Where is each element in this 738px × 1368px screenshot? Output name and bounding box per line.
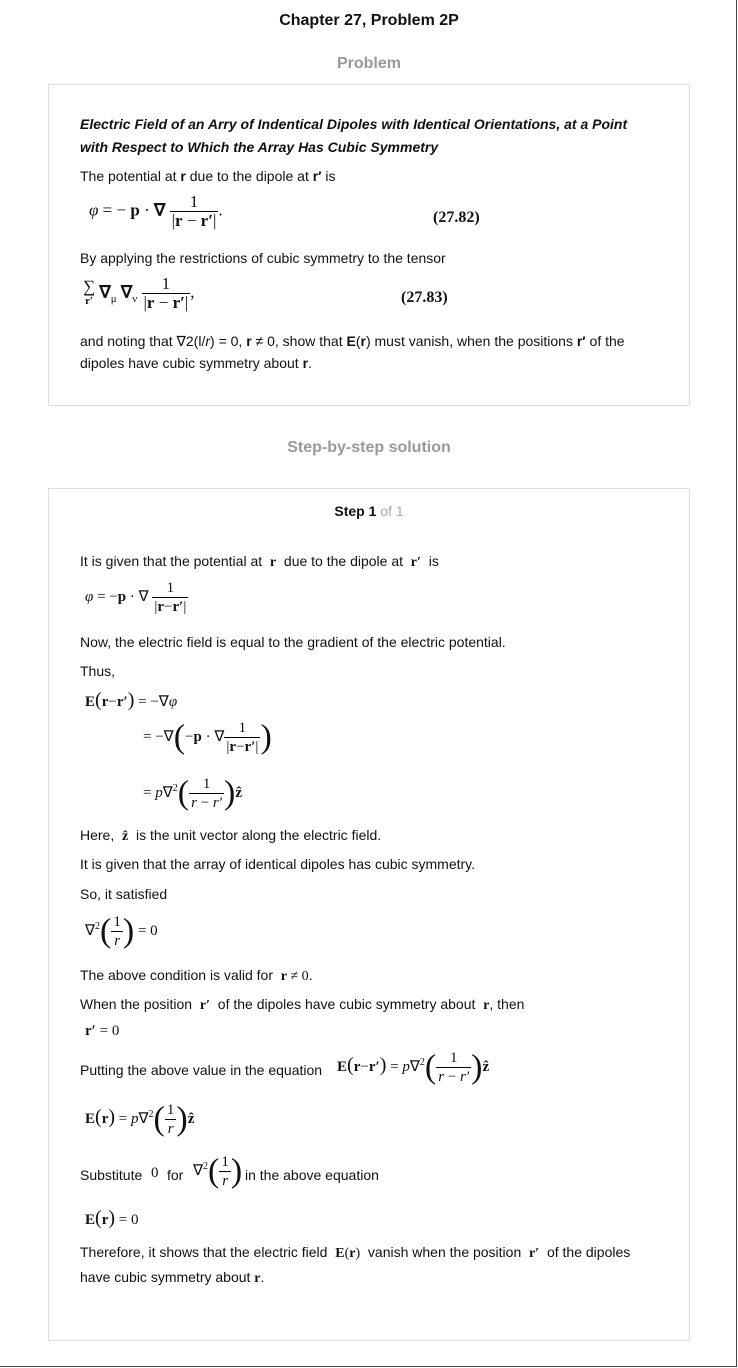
- solution-line-5: It is given that the array of identical dipoles has cubic symmetry.: [80, 856, 476, 872]
- problem-title-line-2: with Respect to Which the Array Has Cubic Symmetry: [80, 139, 439, 155]
- problem-potential-line: The potential at r due to the dipole at r′ is: [80, 168, 336, 184]
- equation-field-ref: E(r−r′) = p∇$^2$( $\frac{1}{r - r'}$ )ẑ: [337, 1048, 490, 1086]
- solution-line-3: Thus,: [80, 663, 116, 679]
- equation-laplacian: ∇$^2$( $\frac{1}{r}$ ) = 0: [85, 912, 158, 950]
- equation-tag-27-83: (27.83): [401, 289, 448, 306]
- equation-potential: φ = −p · ∇ $\frac{1}{|r-r'|}$: [85, 580, 187, 615]
- equation-rprime-zero: r′ = 0: [85, 1023, 120, 1039]
- step-indicator: Step 1 of 1: [334, 503, 404, 519]
- equation-field-3: = p∇$^2$( $\frac{1}{r - r'}$ )ẑ: [143, 774, 243, 812]
- equation-field-zero: E(r) = 0: [85, 1207, 139, 1229]
- solution-line-6: So, it satisfied: [80, 886, 168, 902]
- solution-line-4: Here, ẑ is the unit vector along the electric field.: [80, 827, 382, 844]
- problem-box: [48, 84, 690, 406]
- problem-noting-line-2: dipoles have cubic symmetry about r.: [80, 355, 312, 371]
- solution-line-10c: in the above equation: [245, 1167, 379, 1183]
- problem-noting-line-1: and noting that ∇2(l/r) = 0, r ≠ 0, show that E(r) must vanish, when the positions r′ of the: [80, 333, 625, 349]
- equation-27-83: ∑ r′ $\nabla_\mu$ $\nabla_\nu$ $\frac{1}{|r - r'|}$ ,: [83, 274, 195, 312]
- solution-line-7: The above condition is valid for r ≠ 0.: [80, 967, 313, 984]
- solution-line-10b: for: [167, 1167, 184, 1183]
- page-title: Chapter 27, Problem 2P: [279, 12, 459, 29]
- problem-title-line-1: Electric Field of an Arry of Indentical Dipoles with Identical Orientations, at a Point: [80, 116, 628, 132]
- equation-laplacian-inline: ∇$^2$( $\frac{1}{r}$ ): [193, 1152, 243, 1190]
- solution-line-11: Therefore, it shows that the electric field E(r) vanish when the position r′ of the dipoles: [80, 1244, 631, 1261]
- solution-box: [48, 488, 690, 1341]
- equation-field-1: E(r−r′) = −∇φ: [85, 689, 178, 711]
- solution-line-12: have cubic symmetry about r.: [80, 1269, 265, 1286]
- solution-line-1: It is given that the potential at r due to the dipole at r′ is: [80, 553, 439, 570]
- problem-heading: Problem: [336, 55, 401, 72]
- problem-tensor-line: By applying the restrictions of cubic symmetry to the tensor: [80, 250, 446, 266]
- equation-field-r: E(r) = p∇$^2$( $\frac{1}{r}$ )ẑ: [85, 1100, 195, 1138]
- solution-line-10: Substitute: [80, 1167, 143, 1183]
- solution-line-2: Now, the electric field is equal to the gradient of the electric potential.: [80, 634, 506, 650]
- equation-tag-27-82: (27.82): [433, 209, 480, 226]
- solution-line-8: When the position r′ of the dipoles have cubic symmetry about r, then: [80, 996, 525, 1013]
- solution-line-9: Putting the above value in the equation: [80, 1062, 323, 1078]
- solution-heading: Step-by-step solution: [287, 439, 451, 456]
- equation-field-2: = −∇(−p · ∇ $\frac{1}{|r-r'|}$ ): [143, 718, 272, 756]
- equation-27-82: φ = − p · ∇ $\frac{1}{|r - r'|}$ .: [89, 192, 223, 230]
- equation-zero-inline: 0: [151, 1165, 159, 1181]
